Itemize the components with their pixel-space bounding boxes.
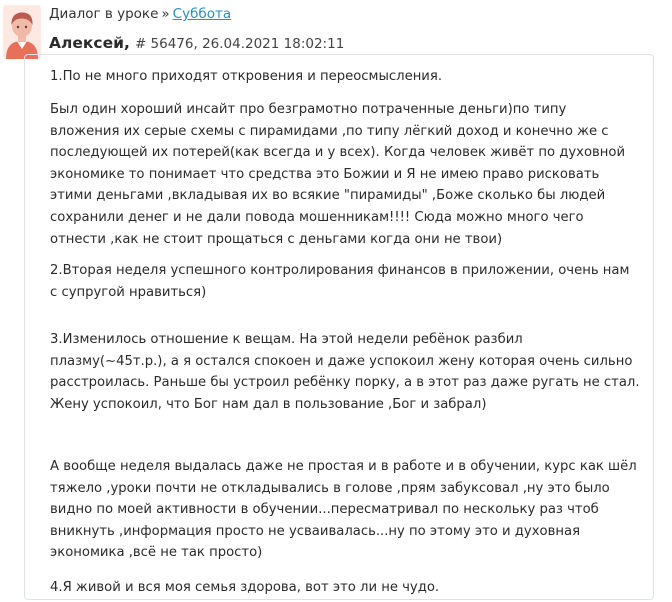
message-line: А вообще неделя выдалась даже не простая и в работе и в обучении, курс как шёл [50,459,637,474]
comment-meta: # 56476, 26.04.2021 18:02:11 [134,36,345,52]
message-line: 4.Я живой и вся моя семья здорова, вот это ли не чудо. [50,580,440,595]
breadcrumb-prefix: Диалог в уроке [49,6,159,22]
message-line: сохранили денег и не дали повода мошенникам!!!! Сюда можно много чего [50,209,584,225]
message-line: 2.Вторая неделя успешного контролирования финансов в приложении, очень нам [50,263,630,278]
message-paragraph-4 [50,329,640,415]
message-line: Был один хороший инсайт про безграмотно потраченные деньги)по типу [50,102,567,117]
message-paragraph-1 [50,66,442,88]
message-line: последующей их потерей(как всегда и у всех). Когда человек живёт по духовной [50,145,626,161]
message-line: тяжело ,уроки почти не откладывались в голове ,прям забуксовал ,ну это было [50,480,610,496]
message-box [24,54,654,600]
lesson-link[interactable]: Суббота [172,6,232,22]
message-line: с супругой нравиться) [50,284,207,300]
message-paragraph-2 [50,99,625,250]
message-line: вникнуть ,информация просто не усваивалась...ну по этому это и духовная [50,523,581,539]
message-paragraph-3 [50,260,629,303]
message-paragraph-6 [50,577,439,599]
breadcrumb [49,6,231,22]
author-name[interactable]: Алексей, [49,34,130,52]
message-line: плазму(~45т.р.), а я остался спокоен и даже успокоил жену которая очень сильно [50,353,633,369]
message-line: вложения их серые схемы с пирамидами ,по типу лёгкий доход и конечно же с [50,123,609,139]
message-line: видно по моей активности в обучении...пересматривал по нескольку раз чтоб [50,502,599,518]
message-line: отнести ,как не стоит прощаться с деньгами когда они не твои) [50,231,503,247]
message-line: расстроилась. Раньше бы устроил ребёнку порку, а в этот раз даже ругать не стал. [50,375,640,391]
user-avatar-icon [3,5,41,59]
message-paragraph-5 [50,456,637,564]
avatar [3,5,41,59]
message-line: 3.Изменилось отношение к вещам. На этой недели ребёнок разбил [50,332,523,347]
breadcrumb-separator: » [161,6,170,22]
message-line: экономике то понимает что средства это Божии и Я не имею право рисковать [50,166,600,182]
comment-header [49,33,344,52]
message-line: этими деньгами ,вкладывая их во всякие "пирамиды" ,Боже сколько бы людей [50,188,606,204]
message-line: экономика ,всё не так просто) [50,545,263,561]
message-line: Жену успокоил, что Бог нам дал в пользование ,Бог и забрал) [50,396,487,412]
message-line: 1.По не много приходят откровения и переосмысления. [50,69,443,84]
